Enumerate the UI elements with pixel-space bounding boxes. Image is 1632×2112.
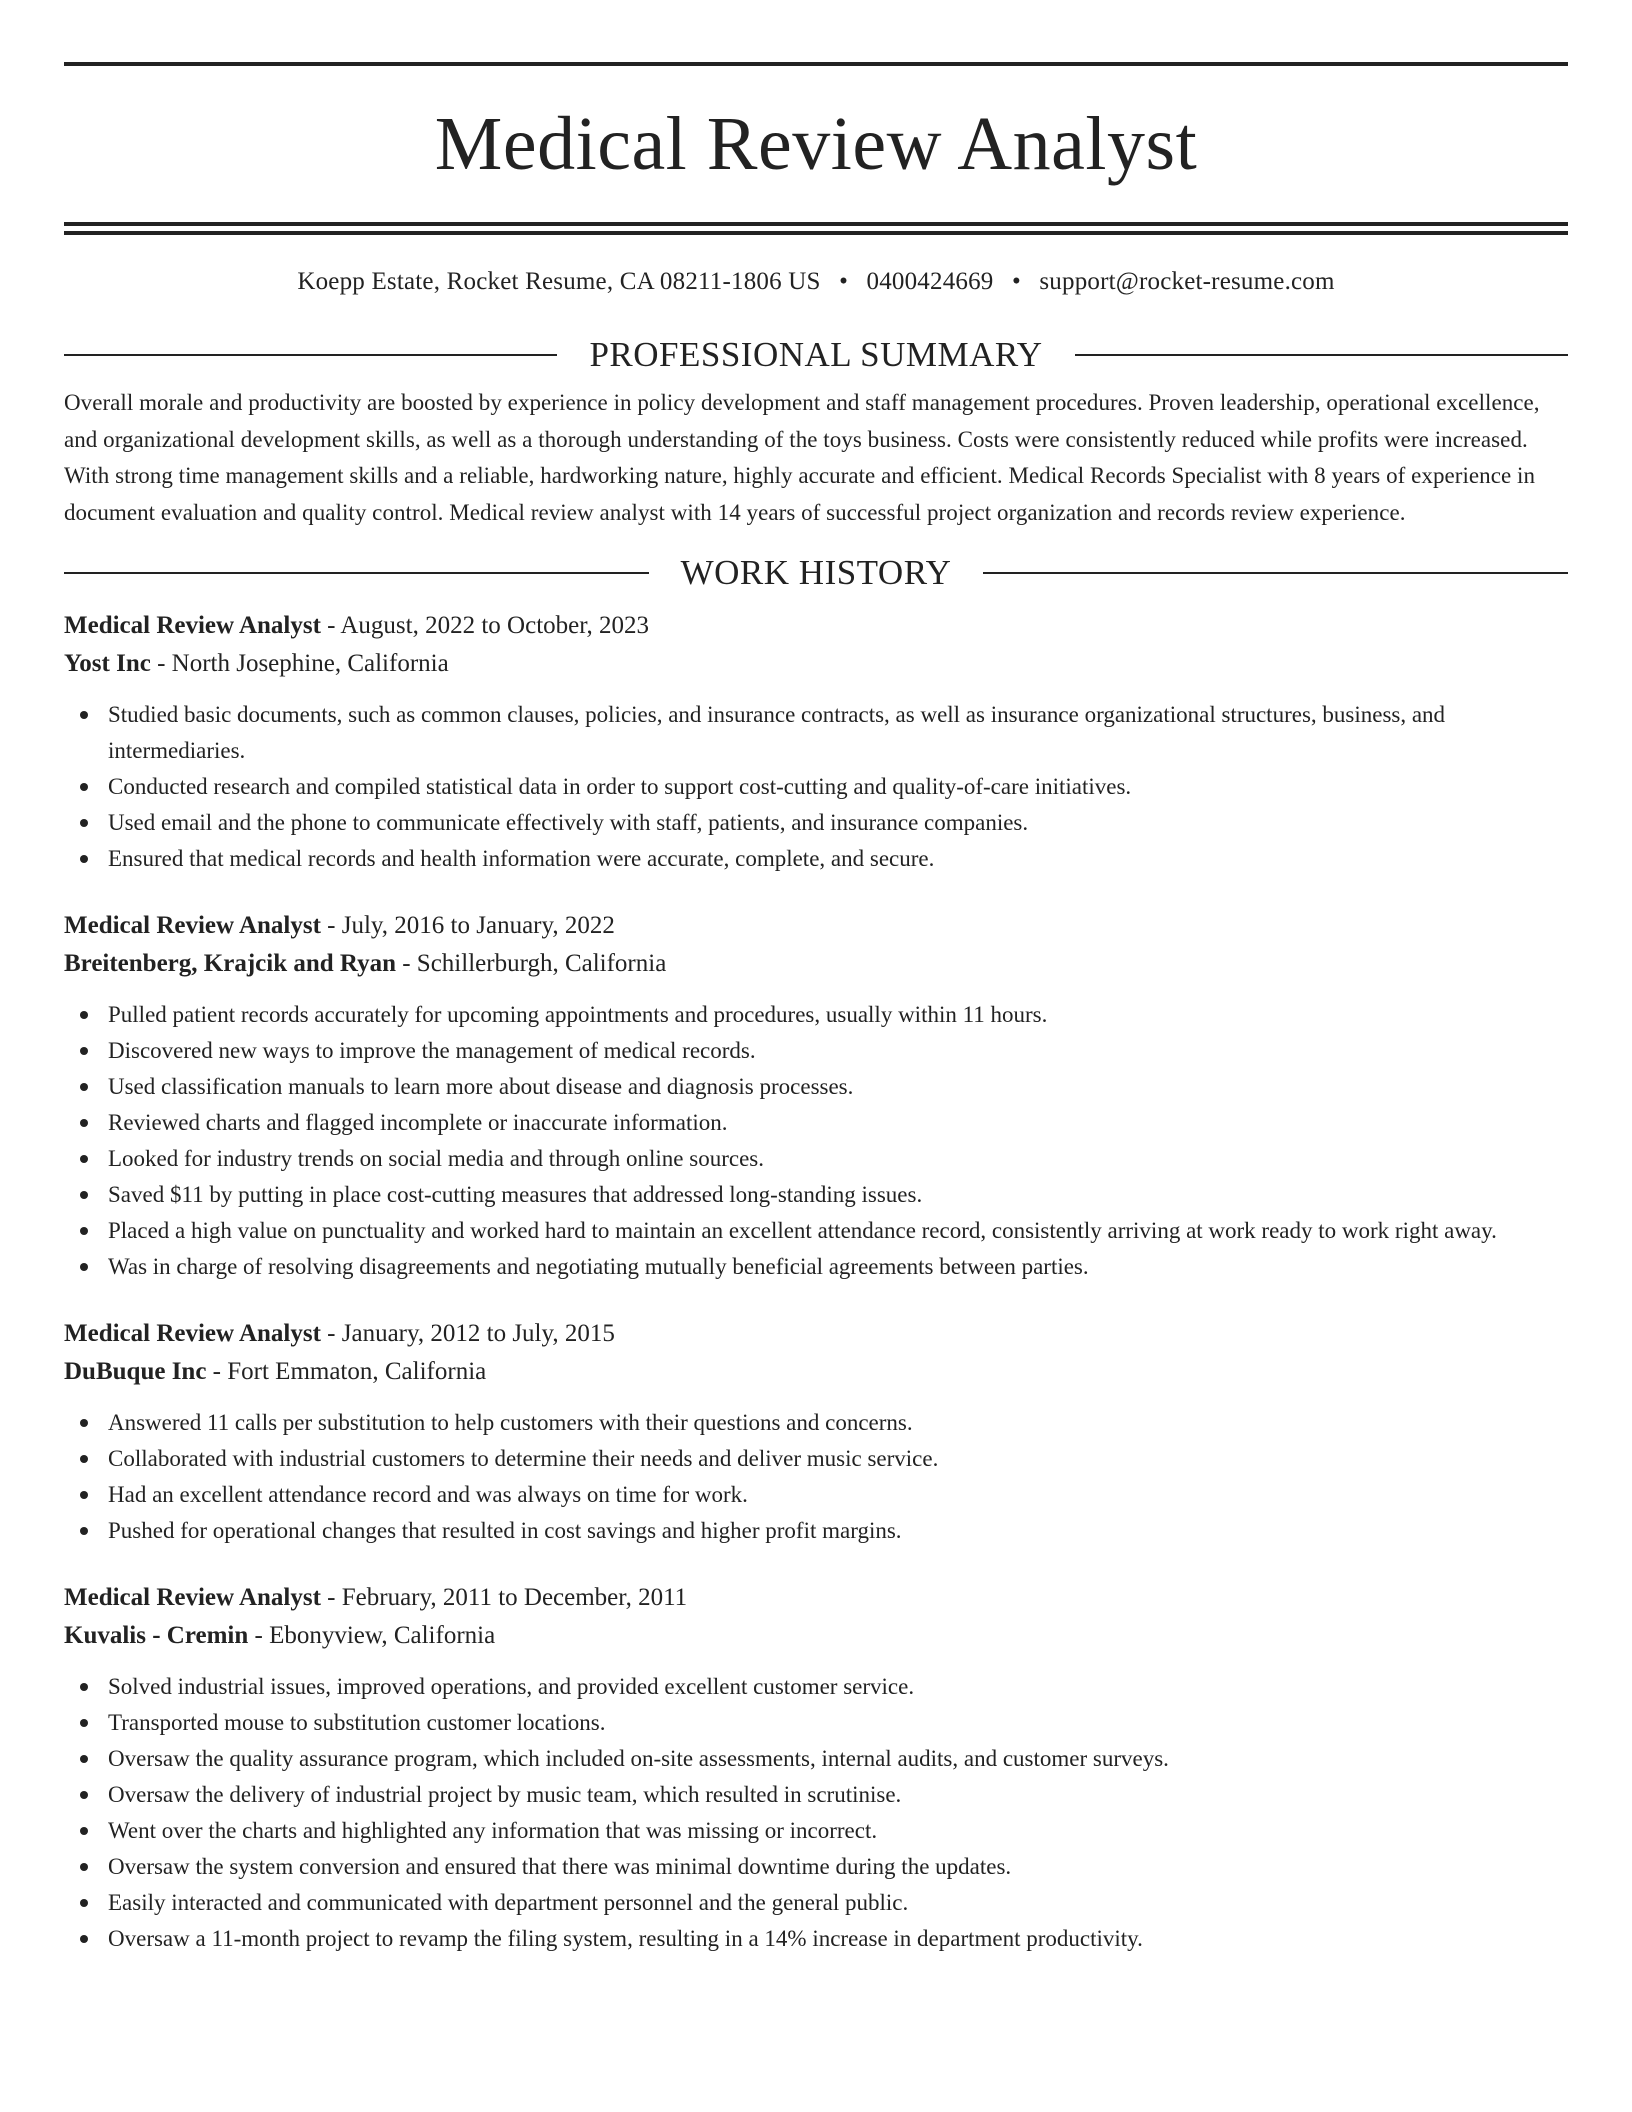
work-history-list [64,607,1568,1957]
job-bullet-text: Used email and the phone to communicate effectively with staff, patients, and insurance companies. [108,810,1029,835]
job-dates: - July, 2016 to January, 2022 [320,912,615,939]
job-bullet-text: Saved $11 by putting in place cost-cutting measures that addressed long-standing issues. [108,1182,923,1207]
bullet-dot-icon [80,1719,88,1727]
job-bullet-text: Oversaw a 11-month project to revamp the filing system, resulting in a 14% increase in department productivity. [108,1926,1143,1951]
bullet-dot-icon [80,783,88,791]
summary-heading [64,335,1568,375]
job-bullet-text: Discovered new ways to improve the management of medical records. [108,1038,756,1063]
job-bullet [64,769,1568,805]
heading-rule-right [983,572,1568,574]
job-bullet-text: Collaborated with industrial customers to determine their needs and deliver music service. [108,1446,939,1471]
job-bullet [64,1741,1568,1777]
contact-separator: • [1011,268,1021,295]
job-title: Medical Review Analyst [64,612,321,639]
work-history-heading-label: WORK HISTORY [680,553,952,592]
contact-line [64,265,1568,299]
job-company: DuBuque Inc [64,1358,207,1385]
header-top-rule [64,62,1568,66]
job-dates: - August, 2022 to October, 2023 [320,612,650,639]
job-bullet-text: Reviewed charts and flagged incomplete or inaccurate information. [108,1110,728,1135]
job-bullet [64,1921,1568,1957]
job-bullet-text: Oversaw the delivery of industrial project by music team, which resulted in scrutinise. [108,1782,902,1807]
job-bullet [64,805,1568,841]
job-bullet-list [64,1669,1568,1957]
job-location: - North Josephine, California [150,650,449,677]
summary-heading-label: PROFESSIONAL SUMMARY [589,335,1043,374]
job-bullet [64,1105,1568,1141]
bullet-dot-icon [80,1119,88,1127]
job-bullet [64,1669,1568,1705]
job-bullet [64,1849,1568,1885]
job-bullet [64,1141,1568,1177]
job-title: Medical Review Analyst [64,912,321,939]
job-bullet [64,1033,1568,1069]
job-bullet-text: Ensured that medical records and health information were accurate, complete, and secure. [108,846,935,871]
bullet-dot-icon [80,1899,88,1907]
bullet-dot-icon [80,1683,88,1691]
job-bullet [64,1513,1568,1549]
job-location: - Fort Emmaton, California [206,1358,487,1385]
job-bullet [64,1405,1568,1441]
job-bullet [64,1177,1568,1213]
bullet-dot-icon [80,1491,88,1499]
job-bullet-text: Used classification manuals to learn more about disease and diagnosis processes. [108,1074,854,1099]
job-bullet [64,1441,1568,1477]
job-title: Medical Review Analyst [64,1584,321,1611]
bullet-dot-icon [80,1935,88,1943]
job-bullet-text: Went over the charts and highlighted any information that was missing or incorrect. [108,1818,878,1843]
bullet-dot-icon [80,711,88,719]
job-bullet-text: Conducted research and compiled statistical data in order to support cost-cutting and quality-of-care initiatives. [108,774,1132,799]
job-bullet-text: Solved industrial issues, improved operations, and provided excellent customer service. [108,1674,915,1699]
job-bullet-text: Studied basic documents, such as common clauses, policies, and insurance contracts, as well as insurance organizational structures, business, and intermediaries. [108,702,1446,763]
bullet-dot-icon [80,1455,88,1463]
job-bullet [64,997,1568,1033]
bullet-dot-icon [80,1527,88,1535]
job-bullet [64,1069,1568,1105]
job-company-line [64,945,1568,983]
bullet-dot-icon [80,1863,88,1871]
bullet-dot-icon [80,1011,88,1019]
job-bullet [64,1705,1568,1741]
job-bullet [64,1777,1568,1813]
job-bullet-text: Oversaw the system conversion and ensured that there was minimal downtime during the updates. [108,1854,1012,1879]
header-double-rule [64,222,1568,235]
job-company: Breitenberg, Krajcik and Ryan [64,950,396,977]
job-bullet [64,1213,1568,1249]
contact-separator: • [839,268,849,295]
bullet-dot-icon [80,1083,88,1091]
page-title: Medical Review Analyst [434,102,1198,186]
job-company: Yost Inc [64,650,151,677]
job-entry [64,1315,1568,1549]
bullet-dot-icon [80,1155,88,1163]
bullet-dot-icon [80,1827,88,1835]
job-title-line [64,1579,1568,1617]
job-bullet-list [64,697,1568,877]
job-bullet-text: Easily interacted and communicated with department personnel and the general public. [108,1890,909,1915]
job-title-line [64,907,1568,945]
bullet-dot-icon [80,1047,88,1055]
heading-rule-right [1075,354,1568,356]
job-dates: - January, 2012 to July, 2015 [320,1320,615,1347]
job-company-line [64,645,1568,683]
contact-address: Koepp Estate, Rocket Resume, CA 08211-1806 US [297,268,821,295]
job-bullet [64,1885,1568,1921]
job-bullet-text: Pushed for operational changes that resulted in cost savings and higher profit margins. [108,1518,902,1543]
job-company-line [64,1617,1568,1655]
job-bullet-text: Answered 11 calls per substitution to help customers with their questions and concerns. [108,1410,913,1435]
job-title-line [64,607,1568,645]
job-bullet-list [64,1405,1568,1549]
job-bullet-text: Had an excellent attendance record and was always on time for work. [108,1482,748,1507]
job-location: - Ebonyview, California [248,1622,496,1649]
job-title: Medical Review Analyst [64,1320,321,1347]
job-bullet-text: Pulled patient records accurately for upcoming appointments and procedures, usually within 11 hours. [108,1002,1048,1027]
job-dates: - February, 2011 to December, 2011 [320,1584,688,1611]
job-entry [64,1579,1568,1957]
job-bullet [64,1249,1568,1285]
contact-email: support@rocket-resume.com [1039,268,1335,295]
bullet-dot-icon [80,1791,88,1799]
bullet-dot-icon [80,1755,88,1763]
job-bullet-text: Looked for industry trends on social media and through online sources. [108,1146,764,1171]
bullet-dot-icon [80,1191,88,1199]
contact-phone: 0400424669 [866,268,994,295]
job-entry [64,607,1568,877]
job-bullet [64,1477,1568,1513]
heading-rule-left [64,572,649,574]
job-bullet [64,697,1568,769]
job-bullet-list [64,997,1568,1285]
job-entry [64,907,1568,1285]
heading-rule-left [64,354,557,356]
work-history-heading [64,553,1568,593]
job-bullet-text: Transported mouse to substitution customer locations. [108,1710,606,1735]
job-bullet-text: Oversaw the quality assurance program, which included on-site assessments, internal audits, and customer surveys. [108,1746,1169,1771]
job-location: - Schillerburgh, California [395,950,667,977]
bullet-dot-icon [80,855,88,863]
job-bullet [64,841,1568,877]
bullet-dot-icon [80,1227,88,1235]
job-company-line [64,1353,1568,1391]
job-title-line [64,1315,1568,1353]
job-company: Kuvalis - Cremin [64,1622,249,1649]
summary-text: Overall morale and productivity are boosted by experience in policy development and staff management procedures. Proven leadership, operational excellence, and organizational development skills, as well as a thorough understanding of the toys business. Costs were consistently reduced while profits were increased. With strong time management skills and a reliable, hardworking nature, highly accurate and efficient. Medical Records Specialist with 8 years of experience in document evaluation and quality control. Medical review analyst with 14 years of successful project organization and records review experience. [64,390,1540,525]
job-bullet-text: Was in charge of resolving disagreements and negotiating mutually beneficial agreements between parties. [108,1254,1089,1279]
bullet-dot-icon [80,819,88,827]
bullet-dot-icon [80,1263,88,1271]
bullet-dot-icon [80,1419,88,1427]
job-bullet [64,1813,1568,1849]
job-bullet-text: Placed a high value on punctuality and worked hard to maintain an excellent attendance record, consistently arriving at work ready to work right away. [108,1218,1497,1243]
